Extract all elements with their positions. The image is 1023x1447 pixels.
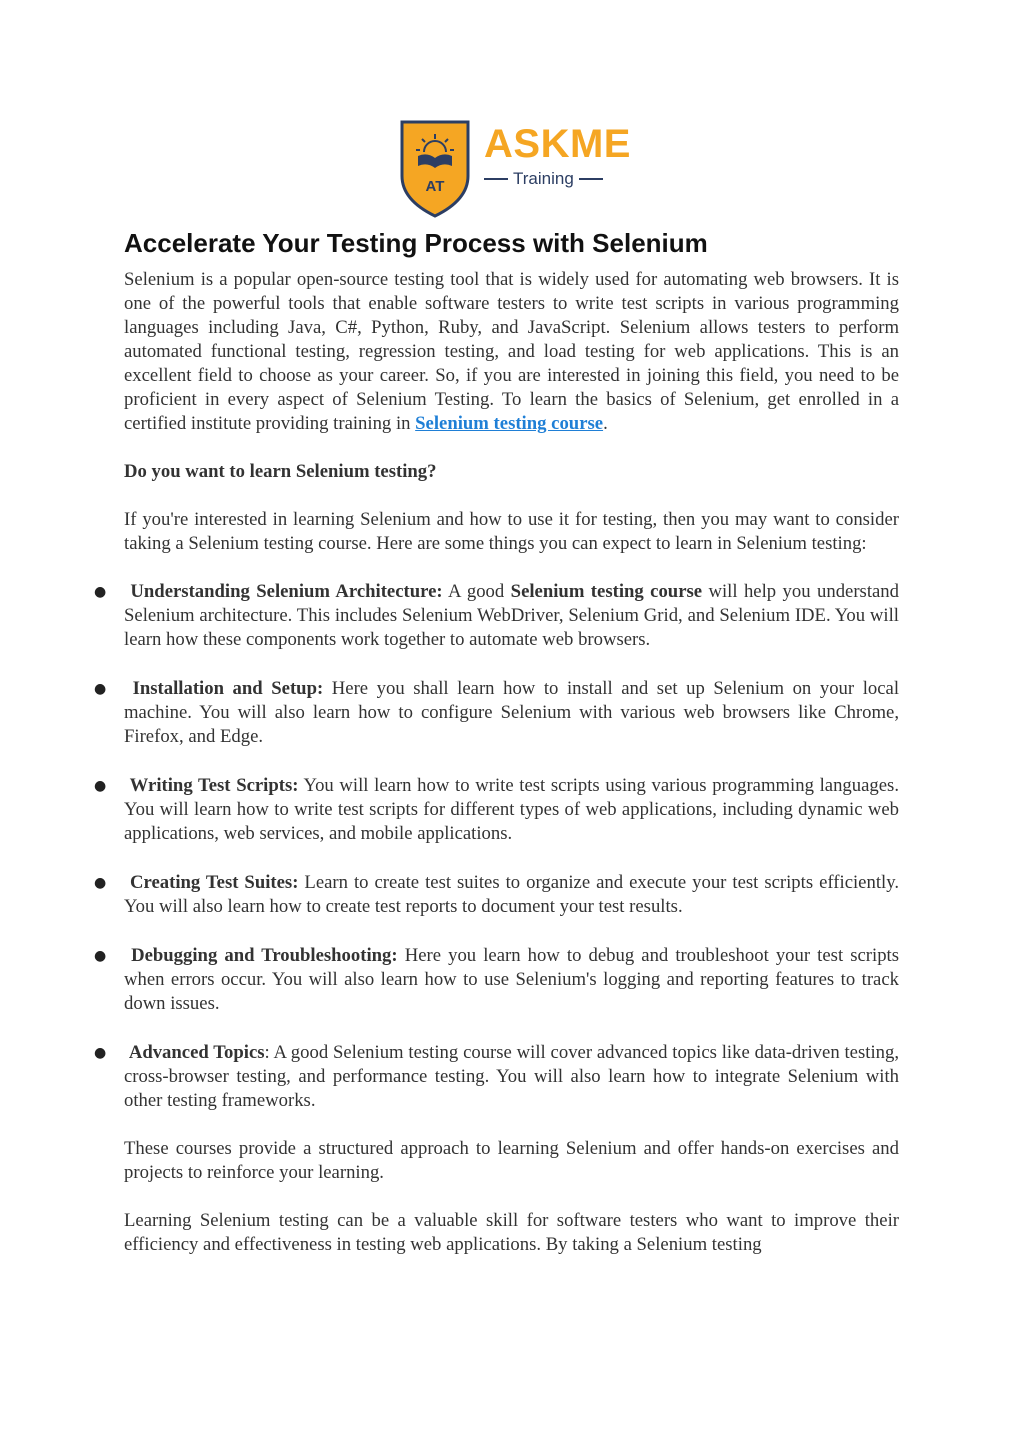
askme-training-logo [400,120,630,220]
bullet-icon: ● [94,875,107,891]
intro-course-paragraph: If you're interested in learning Selenium and how to use it for testing, then you may want to consider taking a Selenium testing course. Here are some things you can expect to learn in Selenium testing: [124,509,899,554]
logo-subtitle-text: Training [513,169,574,188]
list-item-title: Creating Test Suites: [130,872,299,893]
list-item-title: Debugging and Troubleshooting: [131,945,398,966]
intro-text: Selenium is a popular open-source testing tool that is widely used for automating web browsers. It is one of the powerful tools that enable software testers to write test scripts in various programming languages including Java, C#, Python, Ruby, and JavaScript. Selenium allows testers to perform automated functional testing, regression testing, and load testing for web applications. This is an excellent field to choose as your career. So, if you are interested in joining this field, you need to be proficient in every aspect of Selenium Testing. To learn the basics of Selenium, get enrolled in a certified institute providing training in [124,269,899,434]
bullet-icon: ● [94,948,107,964]
list-item-text: You will learn how to write test scripts using various programming languages. You will learn how to write test scripts for different types of web applications, including dynamic web applications, web services, and mobile applications. [124,775,899,844]
section-question: Do you want to learn Selenium testing? [124,461,437,482]
intro-paragraph [124,268,899,436]
bullet-icon: ● [94,584,107,600]
list-item [94,871,900,919]
list-item-text: Here you learn how to debug and troubleshoot your test scripts when errors occur. You will also learn how to use Selenium's logging and reporting features to track down issues. [124,945,900,1014]
article-title: Accelerate Your Testing Process with Selenium [124,228,708,258]
bullet-icon: ● [94,1045,107,1061]
summary-paragraph: These courses provide a structured approach to learning Selenium and offer hands-on exercises and projects to reinforce your learning. [124,1138,899,1183]
list-item-text: will help you understand Selenium architecture. This includes Selenium WebDriver, Selenium Grid, and Selenium IDE. You will learn how these components work together to automate web browsers. [124,581,899,650]
list-item [94,944,900,1016]
topics-list [94,580,900,1113]
list-item-title: Advanced Topics [128,1042,265,1063]
list-item-title: Installation and Setup: [132,678,324,699]
logo-dash-left [484,178,508,180]
list-item-bold: Selenium testing course [510,581,703,602]
list-item [94,580,899,652]
logo-badge-initials: AT [425,178,445,195]
list-item-text: : A good Selenium testing course will cover advanced topics like data-driven testing, cross-browser testing, and performance testing. You will also learn how to integrate Selenium with other testing frameworks. [124,1042,899,1111]
logo-subtitle [484,169,631,189]
list-item-text: A good [442,581,511,602]
shield-logo-icon [400,120,470,218]
list-item [94,677,900,749]
logo-dash-right [579,178,603,180]
selenium-testing-course-link[interactable]: Selenium testing course [415,413,604,434]
article-body [94,227,900,1257]
list-item-title: Writing Test Scripts: [129,775,299,796]
closing-paragraph: Learning Selenium testing can be a valuable skill for software testers who want to improve their efficiency and effectiveness in testing web applications. By taking a Selenium testing [124,1210,899,1255]
list-item [94,774,899,846]
list-item [94,1041,899,1113]
intro-end: . [603,413,608,434]
list-item-text: Learn to create test suites to organize and execute your test scripts efficiently. You will also learn how to create test reports to document your test results. [124,872,900,917]
logo-brand-name: ASKME [484,122,631,166]
list-item-title: Understanding Selenium Architecture: [130,581,443,602]
bullet-icon: ● [94,778,107,794]
bullet-icon: ● [94,681,107,697]
list-item-text: Here you shall learn how to install and set up Selenium on your local machine. You will also learn how to configure Selenium with various web browsers like Chrome, Firefox, and Edge. [124,678,900,747]
